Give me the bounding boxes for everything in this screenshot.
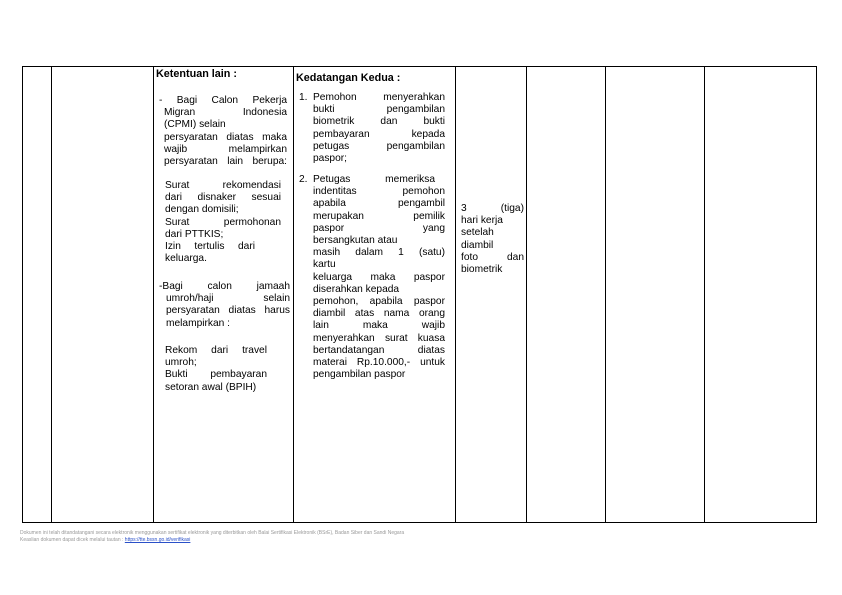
umroh-requirement — [159, 281, 290, 330]
text-line: Migran Indonesia — [164, 107, 287, 119]
text-line: materai Rp.10.000,- untuk — [313, 357, 445, 369]
text-line: Petugas memeriksa — [313, 174, 435, 185]
text-line: keluarga. — [165, 253, 207, 265]
text-line: Pemohon menyerahkan — [313, 92, 445, 103]
processing-time — [461, 203, 524, 276]
text-line: dari PTTKIS; — [165, 228, 224, 240]
text-line: keluarga maka paspor — [313, 271, 445, 283]
column-divider — [153, 67, 154, 522]
second-arrival-heading: Kedatangan Kedua : — [296, 72, 401, 84]
column-divider — [526, 67, 527, 522]
text-line: wajib melampirkan — [164, 143, 287, 155]
text-line: biometrik — [461, 264, 503, 276]
text-line: biometrik dan bukti — [313, 116, 445, 128]
cpmi-requirement — [159, 95, 287, 168]
text-line: -Bagi calon jamaah — [159, 281, 290, 292]
text-line: petugas pengambilan — [313, 140, 445, 152]
text-line: masih dalam 1 (satu) — [313, 247, 445, 259]
text-line: umroh/haji selain — [166, 293, 290, 305]
text-line: diserahkan kepada — [313, 283, 400, 295]
text-line: dari disnaker sesuai — [165, 192, 281, 204]
second-arrival-step-2 — [313, 174, 445, 381]
text-line: paspor yang — [313, 222, 445, 234]
text-line: pengambilan paspor — [313, 369, 406, 381]
text-line: merupakan pemilik — [313, 210, 445, 222]
umroh-documents-list — [165, 345, 267, 394]
text-line: Bukti pembayaran — [165, 369, 267, 381]
text-line: lain maka wajib — [313, 320, 445, 332]
other-provisions-heading: Ketentuan lain : — [156, 68, 237, 80]
text-line: menyerahkan surat kuasa — [313, 332, 445, 344]
verification-notice — [20, 537, 190, 543]
text-line: foto dan — [461, 251, 524, 263]
text-line: dengan domisili; — [165, 204, 239, 216]
text-line: hari kerja — [461, 215, 503, 227]
text-line: bukti pengambilan — [313, 104, 445, 116]
text-line: paspor; — [313, 153, 347, 165]
verification-link[interactable]: https://tte.bssn.go.id/verifikasi — [124, 537, 191, 543]
text-line: persyaratan lain berupa: — [164, 156, 287, 168]
cpmi-documents-list — [165, 180, 281, 265]
column-divider — [51, 67, 52, 522]
item-number: 2. — [299, 174, 308, 185]
text-line: - Bagi Calon Pekerja — [159, 95, 287, 106]
text-line: indentitas pemohon — [313, 186, 445, 198]
text-line: persyaratan diatas maka — [164, 131, 287, 143]
column-divider — [704, 67, 705, 522]
text-line: diambil — [461, 239, 494, 251]
text-line: Izin tertulis dari — [165, 241, 255, 253]
text-line: diambil atas nama orang — [313, 308, 445, 320]
text-line: melampirkan : — [166, 317, 230, 329]
text-line: pemohon, apabila paspor — [313, 296, 445, 308]
text-line: apabila pengambil — [313, 198, 445, 210]
text-line: Rekom dari travel — [165, 345, 267, 356]
text-line: 3 (tiga) — [461, 203, 524, 214]
text-line: setelah — [461, 227, 494, 239]
text-line: umroh; — [165, 357, 197, 369]
item-number: 1. — [299, 92, 308, 103]
text-line: (CPMI) selain — [164, 119, 226, 131]
column-divider — [455, 67, 456, 522]
text-line: Surat permohonan — [165, 216, 281, 228]
text-line: bertandatangan diatas — [313, 344, 445, 356]
text-line: bersangkutan atau — [313, 235, 398, 247]
text-line: persyaratan diatas harus — [166, 305, 290, 317]
column-divider — [605, 67, 606, 522]
e-signature-notice: Dokumen ini telah ditandatangani secara elektronik menggunakan sertifikat elektronik yang diterbitkan oleh Balai Sertifikasi Elektronik (BSrE), Badan Siber dan Sandi Negara — [20, 530, 405, 536]
verification-text: Keaslian dokumen dapat dicek melalui tautan : — [20, 537, 125, 543]
second-arrival-step-1 — [313, 92, 445, 165]
text-line: Surat rekomendasi — [165, 180, 281, 191]
text-line: pembayaran kepada — [313, 128, 445, 140]
text-line: kartu — [313, 259, 336, 271]
text-line: setoran awal (BPIH) — [165, 381, 257, 393]
column-divider — [293, 67, 294, 522]
